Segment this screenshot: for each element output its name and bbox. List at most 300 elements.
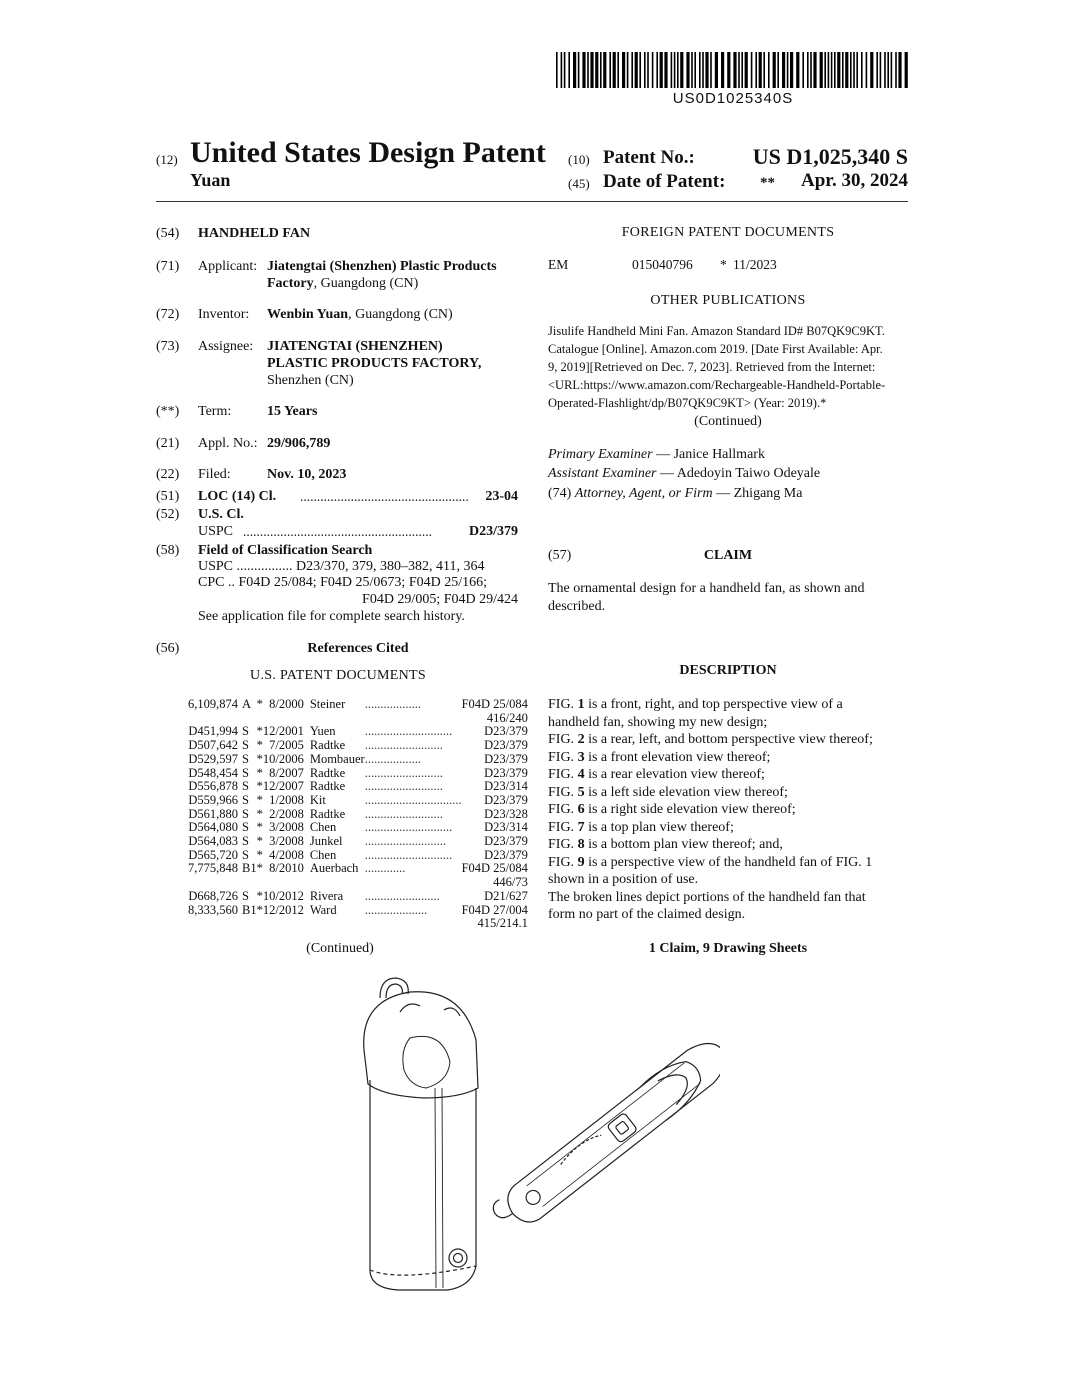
attorney-name: — Zhigang Ma xyxy=(716,486,803,501)
ref-date: 12/2012 xyxy=(262,902,304,917)
barcode-bar xyxy=(674,52,676,88)
description-text: is a front elevation view thereof; xyxy=(584,749,771,765)
barcode-bar xyxy=(876,52,878,88)
barcode-bar xyxy=(845,52,848,88)
ref-dots: ........................ xyxy=(364,888,440,903)
ref-name: Ward xyxy=(309,902,337,917)
ref-star: * xyxy=(256,792,263,807)
barcode-bar xyxy=(796,52,799,88)
barcode-bar xyxy=(600,52,602,88)
barcode-bar xyxy=(813,52,816,88)
applicant-name-line1: Jiatengtai (Shenzhen) Plastic Products xyxy=(267,259,497,274)
barcode-bar xyxy=(664,52,667,88)
barcode-bar xyxy=(595,52,598,88)
description-label: DESCRIPTION xyxy=(679,663,777,678)
reference-row xyxy=(188,821,528,835)
appl-label: Appl. No.: xyxy=(198,436,258,451)
uspc-value: D23/379 xyxy=(469,524,518,539)
description-line xyxy=(548,836,910,854)
barcode-bar xyxy=(773,52,776,88)
assistant-examiner-name: — Adedoyin Taiwo Odeyale xyxy=(660,466,821,481)
appl-number: 29/906,789 xyxy=(267,436,331,451)
barcode-bar xyxy=(631,52,633,88)
ref-num: 6,109,874 xyxy=(188,697,238,711)
ref-name: Radtke xyxy=(309,806,346,821)
assignee-code: (73) xyxy=(156,339,180,354)
barcode-bar xyxy=(898,52,901,88)
ref-kind: S xyxy=(242,724,249,739)
barcode-bar xyxy=(660,52,663,88)
ref-num: D668,726 xyxy=(188,888,238,903)
barcode-bar xyxy=(866,52,868,88)
appl-code: (21) xyxy=(156,436,180,451)
barcode-bar xyxy=(880,52,882,88)
filed-date: Nov. 10, 2023 xyxy=(267,467,347,482)
ref-date: 8/2010 xyxy=(269,861,304,876)
barcode-bar xyxy=(820,52,823,88)
description-text: is a left side elevation view thereof; xyxy=(584,784,788,800)
primary-examiner-label: Primary Examiner xyxy=(548,447,653,462)
ref-cls: D23/379 xyxy=(484,765,528,780)
other-pub-line1: Jisulife Handheld Mini Fan. Amazon Standard ID# B07QK9C9KT. xyxy=(548,324,885,338)
reference-row xyxy=(188,698,528,712)
ref-star: * xyxy=(256,738,263,753)
inventor-label: Inventor: xyxy=(198,307,250,322)
other-pub-line4: <URL:https://www.amazon.com/Rechargeable-Handheld-Portable- xyxy=(548,378,886,392)
barcode-bar xyxy=(837,52,840,88)
reference-row xyxy=(188,808,528,822)
description-text: FIG. xyxy=(548,697,578,712)
barcode-bar xyxy=(710,52,712,88)
barcode-bar xyxy=(573,52,576,88)
claim-line2: described. xyxy=(548,599,606,614)
barcode-bar xyxy=(699,52,701,88)
ref-star: * xyxy=(256,902,263,917)
description-line xyxy=(548,819,910,837)
reference-row xyxy=(188,835,528,849)
description-text: is a rear, left, and bottom perspective view thereof; xyxy=(584,732,873,747)
ref-star: * xyxy=(256,779,263,794)
figure-number: 5 xyxy=(577,784,585,800)
assignee-line3: Shenzhen (CN) xyxy=(267,373,354,388)
ref-cls: D21/627 xyxy=(484,888,528,903)
ref-name: Chen xyxy=(309,820,337,835)
description-text: is a top plan view thereof; xyxy=(584,819,734,835)
ref-cls: D23/379 xyxy=(484,792,528,807)
ref-dots: ............................ xyxy=(364,820,453,835)
ref-dots: .................. xyxy=(364,697,421,711)
date-marker: ** xyxy=(760,175,775,191)
ref-num: 7,775,848 xyxy=(188,861,238,876)
ref-name: Mombauer xyxy=(309,751,365,766)
barcode-bar xyxy=(556,52,558,88)
ref-star: * xyxy=(256,820,263,835)
term-label: Term: xyxy=(198,404,232,419)
assignee-line2: PLASTIC PRODUCTS FACTORY, xyxy=(267,356,482,371)
foreign-number: 015040796 xyxy=(632,257,693,272)
ref-cls: D23/314 xyxy=(484,779,528,794)
ref-kind: S xyxy=(242,806,249,821)
description-text: FIG. xyxy=(548,767,578,782)
barcode-bar xyxy=(870,52,873,88)
description-line xyxy=(548,714,910,732)
ref-cls: D23/379 xyxy=(484,738,528,753)
description-line xyxy=(548,871,910,889)
inventor-location: , Guangdong (CN) xyxy=(348,307,453,322)
ref-name: Radtke xyxy=(309,779,346,794)
loc-code: (51) xyxy=(156,489,180,504)
uscl-code: (52) xyxy=(156,507,180,522)
ref-date: 12/2001 xyxy=(262,724,304,739)
description-text: FIG. xyxy=(548,749,578,765)
handheld-fan-drawing xyxy=(340,970,720,1310)
field-note: See application file for complete search history. xyxy=(198,609,465,624)
barcode-bar xyxy=(751,52,753,88)
barcode-bar xyxy=(831,52,833,88)
barcode-bar xyxy=(891,52,893,88)
barcode-bar xyxy=(652,52,654,88)
field-cpc-line1: CPC .. F04D 25/084; F04D 25/0673; F04D 25/166; xyxy=(198,575,487,590)
ref-dots: .................. xyxy=(364,751,421,766)
other-continued: (Continued) xyxy=(694,414,762,429)
ref-kind: S xyxy=(242,820,249,835)
description-line xyxy=(548,889,910,907)
applicant-code: (71) xyxy=(156,259,180,274)
inventor-code: (72) xyxy=(156,307,180,322)
reference-row xyxy=(188,862,528,876)
barcode-bar xyxy=(861,52,863,88)
claim-code: (57) xyxy=(548,548,572,563)
ref-num: D548,454 xyxy=(188,765,238,780)
ref-cls: D23/379 xyxy=(484,847,528,862)
ref-star: * xyxy=(256,847,263,862)
patent-no-label: Patent No.: xyxy=(603,147,695,168)
barcode-bar xyxy=(738,52,740,88)
barcode-bars xyxy=(556,52,910,88)
ref-name: Rivera xyxy=(309,888,344,903)
ref-cls: D23/328 xyxy=(484,806,528,821)
claims-sheets-count: 1 Claim, 9 Drawing Sheets xyxy=(648,941,808,956)
description-text: FIG. xyxy=(548,732,578,747)
field-label: Field of Classification Search xyxy=(198,543,373,558)
barcode-bar xyxy=(564,52,566,88)
description-line xyxy=(548,766,910,784)
ref-num: D507,642 xyxy=(188,738,238,753)
applicant-label: Applicant: xyxy=(198,259,258,274)
ref-cls: D23/314 xyxy=(484,820,528,835)
barcode-bar xyxy=(782,52,785,88)
header-rule xyxy=(156,201,908,202)
description-text: FIG. xyxy=(548,784,578,800)
lying-fan-figure xyxy=(488,1032,720,1238)
figure-number: 7 xyxy=(577,819,585,835)
barcode-bar xyxy=(810,52,812,88)
barcode-bar xyxy=(561,52,563,88)
ref-num: D559,966 xyxy=(188,792,238,807)
ref-cls: F04D 27/004 xyxy=(461,902,528,917)
barcode-bar xyxy=(587,52,589,88)
barcode-bar xyxy=(677,52,679,88)
patent-date: Apr. 30, 2024 xyxy=(801,170,908,191)
barcode-bar xyxy=(768,52,770,88)
uscl-label: U.S. Cl. xyxy=(198,507,244,522)
applicant-location: , Guangdong (CN) xyxy=(313,276,419,291)
description-text: is a right side elevation view thereof; xyxy=(584,802,796,817)
ref-star: * xyxy=(256,765,263,780)
description-line xyxy=(548,696,910,714)
code-45: (45) xyxy=(568,176,590,191)
ref-dots: ......................... xyxy=(364,806,443,821)
figure-number: 4 xyxy=(577,767,585,782)
claim-line1: The ornamental design for a handheld fan, as shown and xyxy=(548,581,865,596)
ref-kind: S xyxy=(242,751,249,766)
ref-num: D556,878 xyxy=(188,779,238,794)
ref-star: * xyxy=(256,861,263,876)
ref-kind: B1 xyxy=(242,902,257,917)
reference-row xyxy=(188,849,528,863)
inventor-surname: Yuan xyxy=(190,170,231,190)
ref-name: Junkel xyxy=(309,834,343,849)
description-line xyxy=(548,906,910,924)
barcode-bar xyxy=(590,52,593,88)
description-line xyxy=(548,749,910,767)
reference-row xyxy=(188,890,528,904)
description-text: FIG. xyxy=(548,802,578,817)
barcode-bar xyxy=(691,52,693,88)
code-10: (10) xyxy=(568,152,590,167)
title-code: (54) xyxy=(156,226,180,241)
barcode-bar xyxy=(644,52,646,88)
ref-name: Radtke xyxy=(309,765,346,780)
description-line xyxy=(548,854,910,872)
figure-number: 2 xyxy=(577,732,585,747)
ref-cls: F04D 25/084 xyxy=(461,861,528,876)
barcode-number: US0D1025340S xyxy=(672,90,794,107)
code-12: (12) xyxy=(156,152,178,167)
description-text: The broken lines depict portions of the handheld fan that xyxy=(548,889,866,905)
patent-number: US D1,025,340 S xyxy=(752,144,908,169)
barcode-bar xyxy=(617,52,619,88)
field-uspc: USPC ................ D23/370, 379, 380–382, 411, 364 xyxy=(198,559,485,574)
other-pub-line2: Catalogue [Online]. Amazon.com 2019. [Date First Available: Apr. xyxy=(548,342,883,356)
barcode xyxy=(556,52,910,88)
ref-name: Auerbach xyxy=(309,861,359,876)
description-line xyxy=(548,801,910,819)
ref-dots: ............................ xyxy=(364,847,453,862)
loc-dots: .................................................. xyxy=(300,489,469,504)
barcode-bar xyxy=(647,52,649,88)
ref-date: 10/2012 xyxy=(262,888,304,903)
ref-num: D561,880 xyxy=(188,806,238,821)
ref-num: D451,994 xyxy=(188,724,238,739)
ref-dots: ............. xyxy=(364,861,406,876)
ref-cls: F04D 25/084 xyxy=(461,697,528,711)
figure-number: 8 xyxy=(577,837,585,852)
barcode-bar xyxy=(609,52,611,88)
figure-number: 3 xyxy=(577,749,585,765)
barcode-bar xyxy=(842,52,844,88)
other-pub-line5: Operated-Flashlight/dp/B07QK9C9KT> (Year: 2019).* xyxy=(548,396,827,410)
refs-code: (56) xyxy=(156,641,180,656)
assignee-label: Assignee: xyxy=(198,339,254,354)
claim-label: CLAIM xyxy=(703,548,753,563)
attorney-code: (74) xyxy=(548,486,572,501)
field-cpc-line2: F04D 29/005; F04D 29/424 xyxy=(362,592,518,607)
ref-dots: ......................... xyxy=(364,738,443,753)
reference-row xyxy=(188,794,528,808)
barcode-bar xyxy=(905,52,908,88)
ref-dots: .......................... xyxy=(364,834,446,849)
barcode-bar xyxy=(895,52,897,88)
ref-kind: S xyxy=(242,738,249,753)
ref-cls: D23/379 xyxy=(484,724,528,739)
barcode-bar xyxy=(824,52,826,88)
figure-number: 9 xyxy=(577,854,585,870)
foreign-docs-label: FOREIGN PATENT DOCUMENTS xyxy=(621,225,835,240)
loc-value: 23-04 xyxy=(485,489,518,504)
ref-kind: S xyxy=(242,847,249,862)
description-line xyxy=(548,784,910,802)
ref-date: 4/2008 xyxy=(269,847,304,862)
ref-dots: ......................... xyxy=(364,779,443,794)
term-value: 15 Years xyxy=(267,404,318,419)
description-text: FIG. xyxy=(548,837,578,852)
barcode-bar xyxy=(686,52,689,88)
reference-row xyxy=(188,780,528,794)
ref-num: D565,720 xyxy=(188,847,238,862)
upright-fan-figure xyxy=(364,978,478,1290)
ref-cls: D23/379 xyxy=(484,834,528,849)
ref-kind: S xyxy=(242,792,249,807)
ref-star: * xyxy=(256,834,263,849)
us-docs-label: U.S. PATENT DOCUMENTS xyxy=(250,668,426,683)
filed-label: Filed: xyxy=(198,467,231,482)
barcode-bar xyxy=(828,52,830,88)
barcode-bar xyxy=(741,52,743,88)
ref-kind: B1 xyxy=(242,861,257,876)
ref-dots: ......................... xyxy=(364,765,443,780)
barcode-bar xyxy=(777,52,779,88)
barcode-bar xyxy=(850,52,852,88)
barcode-bar xyxy=(790,52,793,88)
barcode-bar xyxy=(884,52,886,88)
description-text: is a front, right, and top perspective view of a xyxy=(584,697,843,712)
ref-date: 7/2005 xyxy=(269,738,304,753)
barcode-bar xyxy=(727,52,730,88)
barcode-bar xyxy=(733,52,736,88)
ref-extra-class: 446/73 xyxy=(493,875,528,890)
reference-row xyxy=(188,725,528,739)
other-publication-entry xyxy=(548,322,910,412)
ref-dots: ............................... xyxy=(364,792,462,807)
ref-extra-class: 416/240 xyxy=(486,710,528,725)
ref-date: 8/2007 xyxy=(269,765,304,780)
description-text: FIG. xyxy=(548,854,578,870)
description-text: shown in a position of use. xyxy=(548,872,699,887)
primary-examiner-name: — Janice Hallmark xyxy=(656,447,765,462)
description-text: handheld fan, showing my new design; xyxy=(548,714,768,730)
ref-kind: S xyxy=(242,779,249,794)
ref-kind: S xyxy=(242,765,249,780)
other-publications-label: OTHER PUBLICATIONS xyxy=(650,293,806,308)
ref-date: 12/2007 xyxy=(262,779,304,794)
ref-dots: .................... xyxy=(364,902,428,917)
loc-label: LOC (14) Cl. xyxy=(198,489,277,504)
other-pub-line3: 9, 2019][Retrieved on Dec. 7, 2023]. Retrieved from the Internet: xyxy=(548,360,876,374)
ref-star: * xyxy=(256,724,263,739)
description-text: form no part of the claimed design. xyxy=(548,907,746,922)
ref-date: 10/2006 xyxy=(262,751,304,766)
figure-number: 6 xyxy=(577,802,585,817)
uspc-label: USPC xyxy=(198,524,234,539)
description-body xyxy=(548,696,910,924)
reference-row xyxy=(188,767,528,781)
applicant-name-line2: Factory xyxy=(267,276,314,291)
barcode-bar xyxy=(603,52,606,88)
ref-dots: ............................ xyxy=(364,724,453,739)
reference-row-continued xyxy=(188,917,528,931)
foreign-date: 11/2023 xyxy=(733,257,777,272)
uspc-dots: ........................................................ xyxy=(243,524,432,539)
barcode-bar xyxy=(680,52,683,88)
reference-row-continued xyxy=(188,712,528,726)
barcode-bar xyxy=(656,52,658,88)
description-text: is a rear elevation view thereof; xyxy=(584,767,765,782)
us-references-table xyxy=(188,697,528,931)
barcode-bar xyxy=(702,52,704,88)
barcode-bar xyxy=(853,52,855,88)
document-title: United States Design Patent xyxy=(190,136,546,169)
barcode-bar xyxy=(622,52,625,88)
barcode-bar xyxy=(787,52,789,88)
ref-num: D529,597 xyxy=(188,751,238,766)
ref-star: * xyxy=(256,888,263,903)
ref-kind: A xyxy=(242,697,252,711)
ref-date: 3/2008 xyxy=(269,820,304,835)
ref-name: Kit xyxy=(309,792,326,807)
reference-row xyxy=(188,904,528,918)
barcode-bar xyxy=(802,52,804,88)
ref-star: * xyxy=(256,697,263,711)
reference-row-continued xyxy=(188,876,528,890)
description-line xyxy=(548,731,910,749)
ref-kind: S xyxy=(242,888,249,903)
ref-name: Steiner xyxy=(309,697,346,711)
ref-name: Radtke xyxy=(309,738,346,753)
applicant-block xyxy=(267,258,522,292)
figure-number: 1 xyxy=(577,697,585,712)
ref-name: Yuen xyxy=(309,724,336,739)
barcode-bar xyxy=(763,52,765,88)
date-label: Date of Patent: xyxy=(603,171,726,192)
foreign-country: EM xyxy=(548,257,569,272)
barcode-bar xyxy=(613,52,616,88)
assignee-line1: JIATENGTAI (SHENZHEN) xyxy=(267,339,443,354)
ref-date: 2/2008 xyxy=(269,806,304,821)
refs-label: References Cited xyxy=(307,641,409,656)
barcode-bar xyxy=(568,52,570,88)
barcode-bar xyxy=(694,52,696,88)
ref-star: * xyxy=(256,751,263,766)
barcode-bar xyxy=(834,52,836,88)
ref-num: D564,080 xyxy=(188,820,238,835)
ref-name: Chen xyxy=(309,847,337,862)
term-code: (**) xyxy=(156,404,180,419)
barcode-bar xyxy=(759,52,762,88)
barcode-bar xyxy=(582,52,585,88)
barcode-bar xyxy=(639,52,641,88)
description-text: FIG. xyxy=(548,819,578,835)
